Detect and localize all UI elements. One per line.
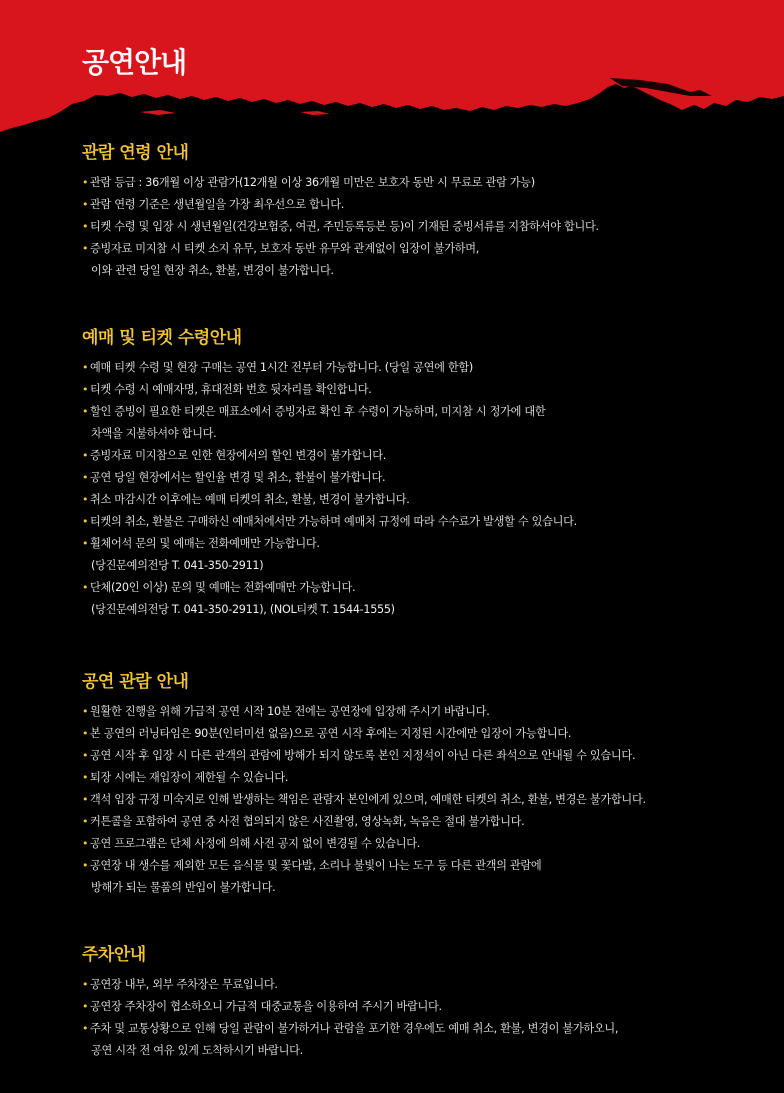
list-item bbox=[82, 974, 762, 996]
bullet-icon: • bbox=[82, 837, 89, 850]
bullet-icon: • bbox=[82, 1000, 89, 1013]
list-item bbox=[82, 216, 762, 238]
bullet-icon: • bbox=[82, 978, 89, 991]
list-item bbox=[82, 789, 762, 811]
info-list bbox=[82, 357, 762, 621]
bullet-icon: • bbox=[82, 537, 89, 550]
list-item bbox=[82, 855, 762, 899]
list-item-text: 본 공연의 러닝타임은 90분(인터미션 없음)으로 공연 시작 후에는 지정된 시간에만 입장이 가능합니다. bbox=[90, 727, 572, 740]
list-item-text-continued: 차액을 지불하셔야 합니다. bbox=[91, 427, 217, 440]
bullet-icon: • bbox=[82, 581, 89, 594]
list-item-text: 공연 시작 후 입장 시 다른 관객의 관람에 방해가 되지 않도록 본인 지정석이 아닌 다른 좌석으로 안내될 수 있습니다. bbox=[90, 749, 636, 762]
list-item-text-continued: 방해가 되는 물품의 반입이 불가합니다. bbox=[91, 881, 276, 894]
bullet-icon: • bbox=[82, 449, 89, 462]
list-item-text-continued: (당진문예의전당 T. 041-350-2911) bbox=[91, 559, 264, 572]
list-item bbox=[82, 467, 762, 489]
list-item-text: 공연장 주차장이 협소하오니 가급적 대중교통을 이용하여 주시기 바랍니다. bbox=[90, 1000, 442, 1013]
header-banner bbox=[0, 0, 784, 140]
list-item bbox=[82, 511, 762, 533]
list-item bbox=[82, 401, 762, 445]
bullet-icon: • bbox=[82, 793, 89, 806]
list-item bbox=[82, 445, 762, 467]
list-item-text: 공연장 내부, 외부 주차장은 무료입니다. bbox=[90, 978, 278, 991]
section-heading: 관람 연령 안내 bbox=[82, 143, 189, 163]
list-item bbox=[82, 194, 762, 216]
list-item-text: 단체(20인 이상) 문의 및 예매는 전화예매만 가능합니다. bbox=[90, 581, 356, 594]
list-item-text: 관람 연령 기준은 생년월일을 가장 최우선으로 합니다. bbox=[90, 198, 344, 211]
bullet-icon: • bbox=[82, 361, 89, 374]
section-viewing-guide bbox=[82, 671, 762, 899]
list-item-text: 커튼콜을 포함하여 공연 중 사전 협의되지 않은 사진촬영, 영상녹화, 녹음은 절대 불가합니다. bbox=[90, 815, 525, 828]
bullet-icon: • bbox=[82, 220, 89, 233]
list-item-text: 취소 마감시간 이후에는 예매 티켓의 취소, 환불, 변경이 불가합니다. bbox=[90, 493, 410, 506]
bullet-icon: • bbox=[82, 383, 89, 396]
bullet-icon: • bbox=[82, 727, 89, 740]
list-item bbox=[82, 767, 762, 789]
list-item-text: 예매 티켓 수령 및 현장 구매는 공연 1시간 전부터 가능합니다. (당일 공연에 한함) bbox=[90, 361, 474, 374]
list-item bbox=[82, 172, 762, 194]
info-list bbox=[82, 974, 762, 1062]
list-item-text: 원활한 진행을 위해 가급적 공연 시작 10분 전에는 공연장에 입장해 주시기 바랍니다. bbox=[90, 705, 490, 718]
list-item bbox=[82, 1018, 762, 1062]
section-parking-guide bbox=[82, 944, 762, 1062]
list-item bbox=[82, 811, 762, 833]
list-item-text: 티켓의 취소, 환불은 구매하신 예매처에서만 가능하며 예매처 규정에 따라 수수료가 발생할 수 있습니다. bbox=[90, 515, 577, 528]
info-list bbox=[82, 172, 762, 282]
list-item bbox=[82, 238, 762, 282]
bullet-icon: • bbox=[82, 749, 89, 762]
list-item-text: 객석 입장 규정 미숙지로 인해 발생하는 책임은 관람자 본인에게 있으며, 예매한 티켓의 취소, 환불, 변경은 불가합니다. bbox=[90, 793, 646, 806]
section-ticket-guide bbox=[82, 327, 762, 621]
list-item-text: 할인 증빙이 필요한 티켓은 매표소에서 증빙자료 확인 후 수령이 가능하며, 미지참 시 정가에 대한 bbox=[90, 405, 546, 418]
list-item-text: 퇴장 시에는 재입장이 제한될 수 있습니다. bbox=[90, 771, 289, 784]
brush-speck bbox=[140, 110, 176, 115]
list-item bbox=[82, 379, 762, 401]
list-item-text: 증빙자료 미지참으로 인한 현장에서의 할인 변경이 불가합니다. bbox=[90, 449, 386, 462]
bullet-icon: • bbox=[82, 859, 89, 872]
section-heading: 주차안내 bbox=[82, 945, 146, 965]
list-item bbox=[82, 357, 762, 379]
bullet-icon: • bbox=[82, 493, 89, 506]
bullet-icon: • bbox=[82, 176, 89, 189]
section-age-guide bbox=[82, 142, 762, 282]
list-item-text: 공연장 내 생수를 제외한 모든 음식물 및 꽃다발, 소리나 불빛이 나는 도구 등 다른 관객의 관람에 bbox=[90, 859, 542, 872]
list-item-text: 공연 프로그램은 단체 사정에 의해 사전 공지 없이 변경될 수 있습니다. bbox=[90, 837, 421, 850]
list-item-text: 주차 및 교통상황으로 인해 당일 관람이 불가하거나 관람을 포기한 경우에도 예매 취소, 환불, 변경이 불가하오니, bbox=[90, 1022, 619, 1035]
bullet-icon: • bbox=[82, 405, 89, 418]
bullet-icon: • bbox=[82, 471, 89, 484]
list-item-text: 증빙자료 미지참 시 티켓 소지 유무, 보호자 동반 유무와 관계없이 입장이 불가하며, bbox=[90, 242, 480, 255]
list-item-text: 관람 등급 : 36개월 이상 관람가(12개월 이상 36개월 미만은 보호자 동반 시 무료로 관람 가능) bbox=[90, 176, 535, 189]
list-item-text: 티켓 수령 시 예매자명, 휴대전화 번호 뒷자리를 확인합니다. bbox=[90, 383, 372, 396]
bullet-icon: • bbox=[82, 771, 89, 784]
list-item-text: 휠체어석 문의 및 예매는 전화예매만 가능합니다. bbox=[90, 537, 320, 550]
section-heading: 예매 및 티켓 수령안내 bbox=[82, 328, 242, 348]
info-list bbox=[82, 701, 762, 899]
list-item bbox=[82, 996, 762, 1018]
list-item-text: 티켓 수령 및 입장 시 생년월일(건강보험증, 여권, 주민등록등본 등)이 기재된 증빙서류를 지참하셔야 합니다. bbox=[90, 220, 599, 233]
list-item-text-continued: 이와 관련 당일 현장 취소, 환불, 변경이 불가합니다. bbox=[91, 264, 334, 277]
section-heading: 공연 관람 안내 bbox=[82, 672, 189, 692]
bullet-icon: • bbox=[82, 1022, 89, 1035]
page-title: 공연안내 bbox=[82, 46, 187, 79]
list-item bbox=[82, 833, 762, 855]
list-item-text-continued: (당진문예의전당 T. 041-350-2911), (NOL티켓 T. 1544-1555) bbox=[91, 603, 395, 616]
list-item bbox=[82, 533, 762, 577]
list-item bbox=[82, 577, 762, 621]
list-item-text: 공연 당일 현장에서는 할인율 변경 및 취소, 환불이 불가합니다. bbox=[90, 471, 386, 484]
list-item-text-continued: 공연 시작 전 여유 있게 도착하시기 바랍니다. bbox=[91, 1044, 303, 1057]
bullet-icon: • bbox=[82, 242, 89, 255]
bullet-icon: • bbox=[82, 515, 89, 528]
bullet-icon: • bbox=[82, 705, 89, 718]
list-item bbox=[82, 723, 762, 745]
bullet-icon: • bbox=[82, 198, 89, 211]
list-item bbox=[82, 489, 762, 511]
list-item bbox=[82, 745, 762, 767]
list-item bbox=[82, 701, 762, 723]
bullet-icon: • bbox=[82, 815, 89, 828]
brush-speck bbox=[300, 111, 330, 115]
